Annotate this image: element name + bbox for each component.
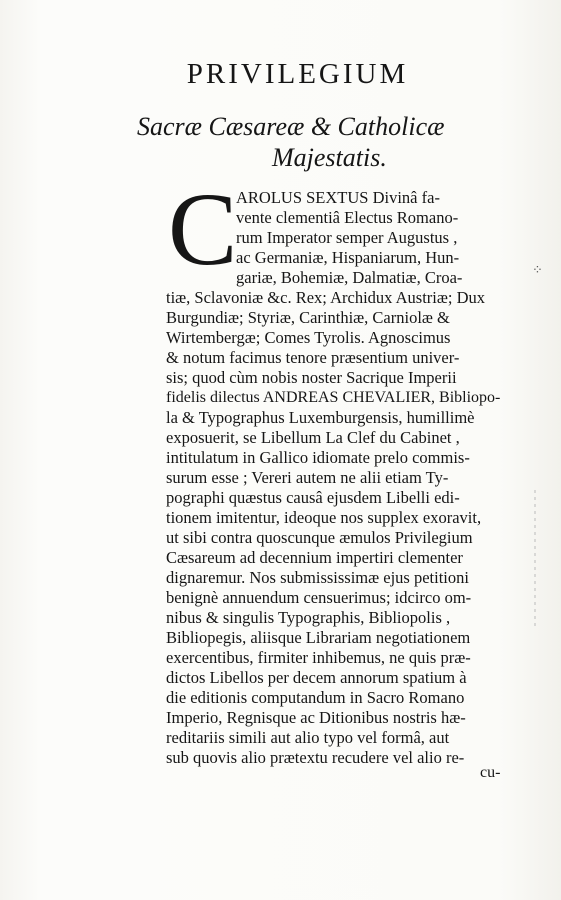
body-text xyxy=(0,188,561,888)
text-line: & notum facimus tenore præsentium univer- xyxy=(166,348,460,367)
drop-capital: C xyxy=(168,172,238,287)
text-line: sis; quod cùm nobis noster Sacrique Imperii xyxy=(166,368,457,387)
margin-mark-icon: ⁘ xyxy=(532,262,543,277)
text-line: gariæ, Bohemiæ, Dalmatiæ, Croa- xyxy=(236,268,463,287)
text-line: tionem imitentur, ideoque nos supplex exoravit, xyxy=(166,508,482,527)
text-line: vente clementiâ Electus Romano- xyxy=(236,208,459,227)
text-line: Burgundiæ; Styriæ, Carinthiæ, Carniolæ & xyxy=(166,308,450,327)
page-edge-shadow xyxy=(534,490,536,630)
text-line: la & Typographus Luxemburgensis, humillimè xyxy=(166,408,475,427)
text-line: Bibliopegis, aliisque Librariam negotiationem xyxy=(166,628,471,647)
text-line: nibus & singulis Typographis, Bibliopolis , xyxy=(166,608,451,627)
text-line: ac Germaniæ, Hispaniarum, Hun- xyxy=(236,248,460,267)
subtitle-line-2: Majestatis. xyxy=(272,143,387,172)
text-line: ut sibi contra quoscunque æmulos Privilegium xyxy=(166,528,473,547)
text-line: reditariis simili aut alio typo vel formâ, aut xyxy=(166,728,450,747)
page-title: PRIVILEGIUM xyxy=(186,58,409,90)
subtitle-line-1: Sacræ Cæsareæ & Catholicæ xyxy=(137,112,445,141)
text-line: intitulatum in Gallico idiomate prelo commis- xyxy=(166,448,470,467)
catchword: cu- xyxy=(480,764,501,781)
text-line: surum esse ; Vereri autem ne alii etiam Ty- xyxy=(166,468,449,487)
text-line: Imperio, Regnisque ac Ditionibus nostris hæ- xyxy=(166,708,466,727)
text-line: pographi quæstus causâ ejusdem Libelli edi- xyxy=(166,488,460,507)
text-line: dignaremur. Nos submississimæ ejus petitioni xyxy=(166,568,469,587)
text-line: dictos Libellos per decem annorum spatium à xyxy=(166,668,467,687)
text-line: exercentibus, firmiter inhibemus, ne quis præ- xyxy=(166,648,471,667)
text-line: fidelis dilectus ANDREAS CHEVALIER, Bibliopo- xyxy=(166,389,501,406)
text-line: AROLUS SEXTUS Divinâ fa- xyxy=(236,188,440,207)
text-line: Cæsareum ad decennium impertiri clementer xyxy=(166,548,463,567)
text-line: sub quovis alio prætextu recudere vel alio re- xyxy=(166,748,465,767)
text-line: benignè annuendum censuerimus; idcirco om- xyxy=(166,588,472,607)
text-line: tiæ, Sclavoniæ &c. Rex; Archidux Austriæ; Dux xyxy=(166,288,485,307)
text-line: die editionis computandum in Sacro Romano xyxy=(166,688,465,707)
text-line: Wirtembergæ; Comes Tyrolis. Agnoscimus xyxy=(166,328,451,347)
text-line: exposuerit, se Libellum La Clef du Cabinet , xyxy=(166,428,460,447)
text-line: rum Imperator semper Augustus , xyxy=(236,228,458,247)
